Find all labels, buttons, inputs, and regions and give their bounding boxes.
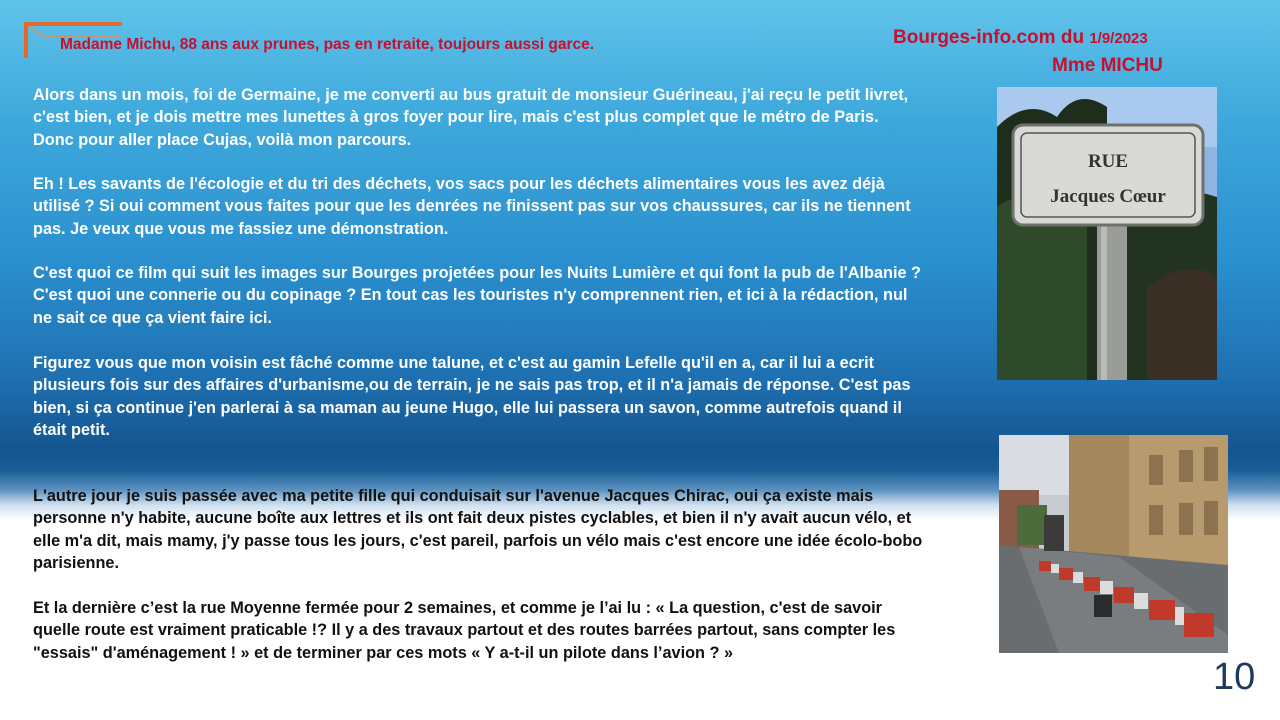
street-sign-photo — [997, 87, 1217, 380]
paragraph-avenue-chirac: L'autre jour je suis passée avec ma petite fille qui conduisait sur l'avenue Jacques Chirac, oui ça existe mais personne n'y habite, aucune boîte aux lettres et ils ont fait deux pistes cyclables, et bien il n'y avait aucun vélo, et elle m'a dit, mais mamy, j'y passe tous les jours, c'est pareil, parfois un vélo mais c'est encore une idée écolo-bobo parisienne. — [33, 487, 923, 572]
sign-line-2: Jacques Cœur — [1050, 186, 1166, 207]
site-title — [893, 27, 1148, 49]
site-name: Bourges-info.com du — [893, 27, 1090, 48]
sign-line-1: RUE — [1087, 151, 1129, 172]
paragraph-rue-moyenne: Et la dernière c’est la rue Moyenne fermée pour 2 semaines, et comme je l’ai lu : « La question, c'est de savoir quelle route est vraiment praticable !? Il y a des travaux partout et des routes barrées partout, sans compter les "essais" d'aménagement ! » et de terminer par ces mots « Y a-t-il un pilote dans l’avion ? » — [33, 599, 896, 662]
headline: Madame Michu, 88 ans aux prunes, pas en retraite, toujours aussi garce. — [60, 36, 595, 53]
author-name: Mme MICHU — [1052, 55, 1163, 76]
page-number: 10 — [1213, 656, 1256, 698]
paragraph-waste-bags: Eh ! Les savants de l'écologie et du tri des déchets, vos sacs pour les déchets alimentaires vous les avez déjà utilisé ? Si oui comment vous faites pour que les denrées ne finissent pas sur vos chaussures, car ils ne tiennent pas. Je veux que vous me fassiez une démonstration. — [33, 175, 911, 238]
paragraph-neighbour: Figurez vous que mon voisin est fâché comme une talune, et c'est au gamin Lefelle qu'il en a, car il lui a ecrit plusieurs fois sur des affaires d'urbanisme,ou de terrain, je ne sais pas trop, et il n'a jamais de réponse. C'est pas bien, si ça continue j'en parlerai à sa maman au jeune Hugo, elle lui passera un savon, comme autrefois quand il était petit. — [33, 354, 911, 439]
paragraph-bus: Alors dans un mois, foi de Germaine, je me converti au bus gratuit de monsieur Guérineau, j'ai reçu le petit livret, c'est bien, et je dois mettre mes lunettes à gros foyer pour lire, mais c'est plus complet que le métro de Paris. Donc pour aller place Cujas, voilà mon parcours. — [33, 86, 909, 149]
publication-date: 1/9/2023 — [1089, 30, 1148, 47]
roadworks-photo — [999, 435, 1228, 653]
paragraph-nuits-lumiere: C'est quoi ce film qui suit les images sur Bourges projetées pour les Nuits Lumière et qui font la pub de l'Albanie ? C'est quoi une connerie ou du copinage ? En tout cas les touristes n'y comprennent rien, et ici à la rédaction, nul ne sait ce que ça vient faire ici. — [33, 264, 921, 327]
